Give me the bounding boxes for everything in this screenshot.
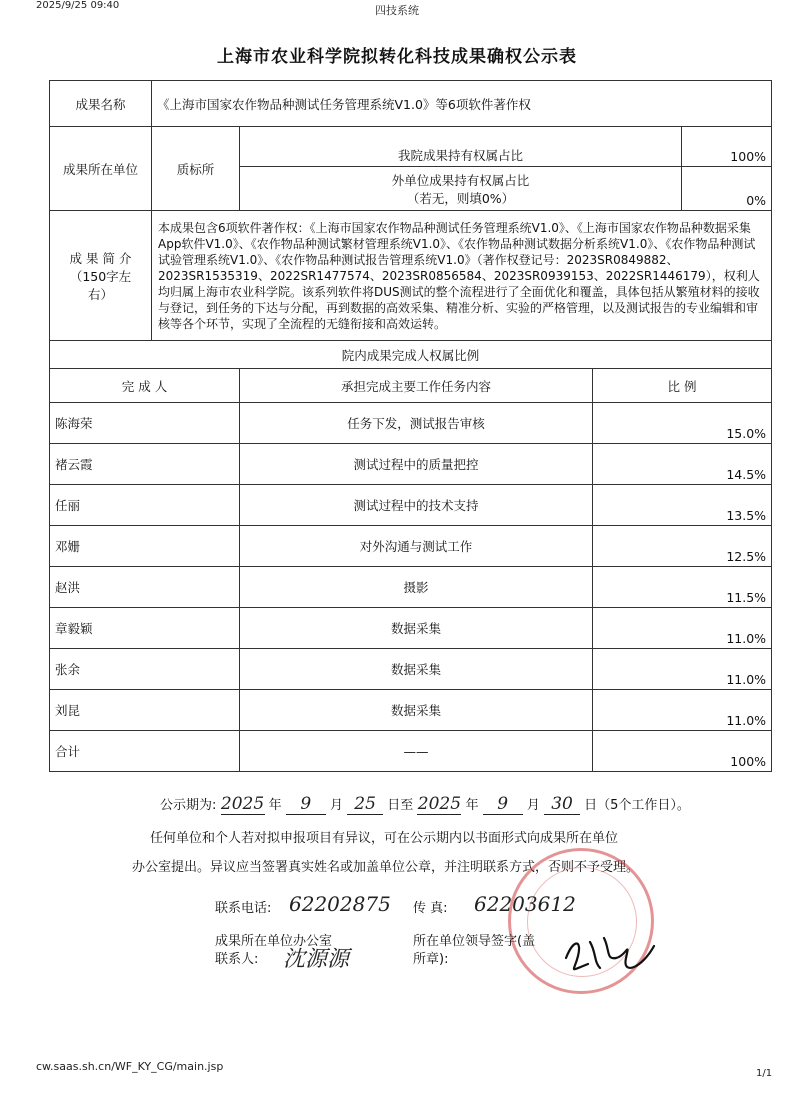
day-suffix: 日（5个工作日）。 (584, 798, 690, 813)
leader-label-1: 所在单位领导签字(盖 (413, 934, 536, 949)
period-line (160, 794, 690, 815)
notice-line-3: 办公室提出。异议应当签署真实姓名或加盖单位公章，并注明联系方式，否则不予受理。 (132, 860, 640, 875)
system-name: 四技系统 (375, 4, 419, 17)
print-datetime: 2025/9/25 09:40 (36, 0, 120, 11)
member-name: 章毅颖 (50, 608, 240, 649)
member-name: 陈海荣 (50, 403, 240, 444)
members-section-row (50, 341, 772, 369)
phone-value: 62202875 (289, 892, 391, 916)
year-char: 年 (268, 798, 282, 813)
result-name-label: 成果名称 (50, 81, 152, 127)
member-ratio: 11.5% (593, 567, 772, 608)
total-row (50, 731, 772, 772)
intro-label-line3: 右） (87, 286, 113, 302)
end-day: 30 (544, 794, 580, 815)
leader-label-2: 所章): (413, 952, 449, 967)
end-year: 2025 (417, 794, 462, 814)
period-prefix: 公示期为: (160, 798, 217, 813)
member-ratio: 15.0% (593, 403, 772, 444)
month-char: 月 (329, 798, 343, 813)
inside-share-value: 100% (682, 127, 772, 167)
result-name-row (50, 81, 772, 127)
table-row (50, 526, 772, 567)
intro-label (50, 211, 152, 341)
total-ratio: 100% (593, 731, 772, 772)
month-char: 月 (526, 798, 540, 813)
total-task: —— (240, 731, 593, 772)
member-task: 摄影 (240, 567, 593, 608)
fax-value: 62203612 (474, 892, 576, 916)
member-task: 测试过程中的技术支持 (240, 485, 593, 526)
col-ratio-header: 比 例 (593, 369, 772, 403)
member-task: 任务下发，测试报告审核 (240, 403, 593, 444)
member-task: 数据采集 (240, 608, 593, 649)
office-label-2: 联系人: (215, 952, 259, 967)
member-ratio: 12.5% (593, 526, 772, 567)
member-ratio: 11.0% (593, 649, 772, 690)
footer-url: cw.saas.sh.cn/WF_KY_CG/main.jsp (36, 1060, 224, 1073)
member-name: 褚云霞 (50, 444, 240, 485)
col-person-header: 完 成 人 (50, 369, 240, 403)
start-month: 9 (286, 794, 326, 815)
outside-share-label: 外单位成果持有权属占比 (391, 172, 530, 188)
members-section-title: 院内成果完成人权属比例 (50, 341, 772, 369)
day-to: 日至 (387, 798, 414, 813)
member-ratio: 14.5% (593, 444, 772, 485)
table-row (50, 608, 772, 649)
table-row (50, 444, 772, 485)
member-name: 邓姗 (50, 526, 240, 567)
outside-share-cell (240, 167, 682, 211)
fax-label: 传 真: (413, 901, 448, 916)
unit-value: 质标所 (152, 127, 240, 211)
year-char: 年 (465, 798, 479, 813)
table-row (50, 485, 772, 526)
contact-person-signature: 沈源源 (283, 947, 350, 972)
outside-share-value: 0% (682, 167, 772, 211)
intro-row (50, 211, 772, 341)
total-label: 合计 (50, 731, 240, 772)
member-name: 赵洪 (50, 567, 240, 608)
intro-text: 本成果包含6项软件著作权：《上海市国家农作物品种测试任务管理系统V1.0》、《上海市国家农作物品种数据采集App软件V1.0》、《农作物品种测试繁材管理系统V1.0》、《农作物品种测试数据分析系统V1.0》、《农作物品种测试试验管理系统V1.0》、《农作物品种测试报告管理系统V1.0》（著作权登记号：2023SR0849882、2023SR1535319、2022SR1477574、2023SR0856584、2023SR0939153、2022SR1446179），权利人均归属上海市农业科学院。该系列软件将DUS测试的整个流程进行了全面优化和覆盖，具体包括从繁殖材料的接收与登记，到任务的下达与分配，再到数据的高效采集、精准分析、实验的严格管理，以及测试报告的专业编辑和审核等各个环节，实现了全流程的无缝衔接和高效运转。 (152, 211, 772, 341)
member-task: 数据采集 (240, 690, 593, 731)
unit-label: 成果所在单位 (50, 127, 152, 211)
leader-signature (560, 928, 660, 974)
inside-share-row (50, 127, 772, 167)
member-ratio: 11.0% (593, 690, 772, 731)
table-row (50, 690, 772, 731)
member-ratio: 11.0% (593, 608, 772, 649)
start-year: 2025 (220, 794, 265, 814)
intro-label-line2: （150字左 (69, 268, 132, 284)
member-task: 对外沟通与测试工作 (240, 526, 593, 567)
start-day: 25 (347, 794, 383, 815)
page-number: 1/1 (756, 1068, 773, 1079)
phone-label: 联系电话: (215, 901, 272, 916)
end-month: 9 (483, 794, 523, 815)
office-label-1: 成果所在单位办公室 (215, 934, 333, 949)
member-name: 张余 (50, 649, 240, 690)
intro-label-line1: 成 果 简 介 (69, 250, 132, 266)
member-ratio: 13.5% (593, 485, 772, 526)
page-title: 上海市农业科学院拟转化科技成果确权公示表 (217, 47, 577, 67)
members-header-row (50, 369, 772, 403)
result-name-value: 《上海市国家农作物品种测试任务管理系统V1.0》等6项软件著作权 (152, 81, 772, 127)
col-task-header: 承担完成主要工作任务内容 (240, 369, 593, 403)
inside-share-label: 我院成果持有权属占比 (240, 127, 682, 167)
table-row (50, 567, 772, 608)
table-row (50, 649, 772, 690)
outside-share-note: （若无，则填0%） (406, 190, 515, 206)
notice-line-2: 任何单位和个人若对拟申报项目有异议，可在公示期内以书面形式向成果所在单位 (150, 831, 619, 846)
member-name: 任丽 (50, 485, 240, 526)
member-name: 刘昆 (50, 690, 240, 731)
table-row (50, 403, 772, 444)
member-task: 数据采集 (240, 649, 593, 690)
member-task: 测试过程中的质量把控 (240, 444, 593, 485)
confirmation-table (49, 80, 772, 772)
